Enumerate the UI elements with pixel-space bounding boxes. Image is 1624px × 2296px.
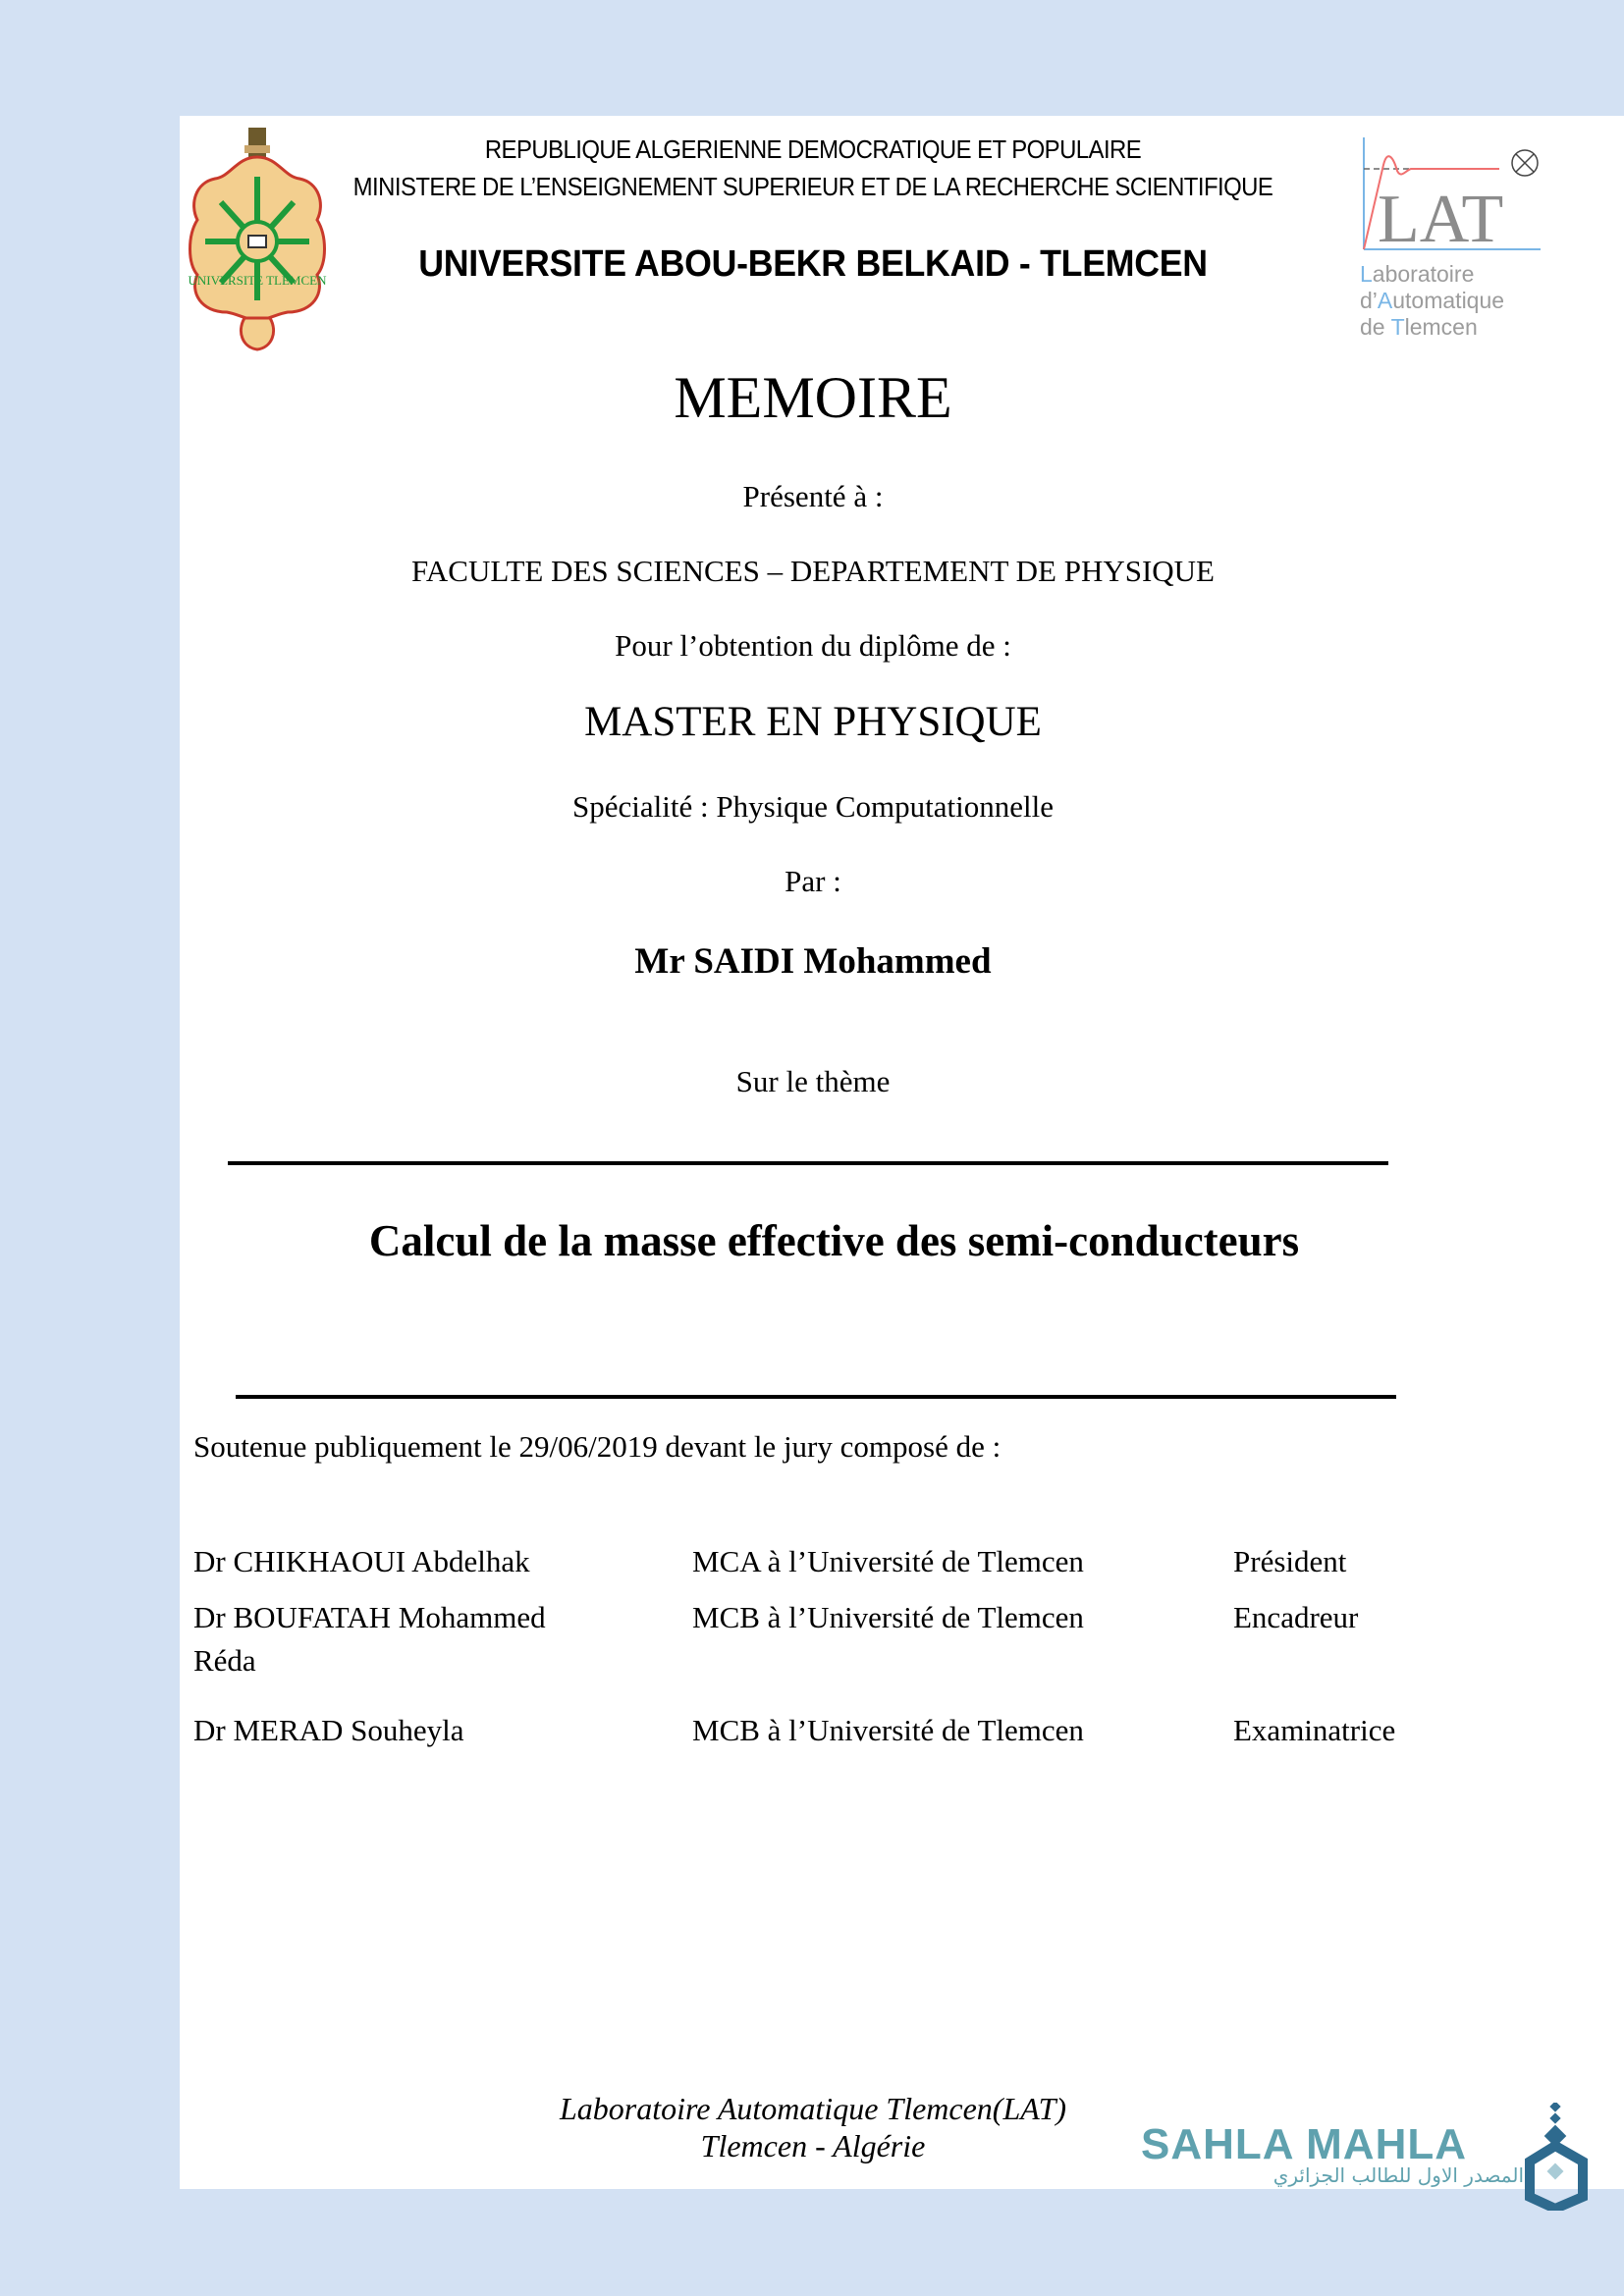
sahla-mahla-watermark	[1141, 2120, 1524, 2187]
university-name: UNIVERSITE ABOU-BEKR BELKAID - TLEMCEN	[418, 243, 1208, 285]
theme-label: Sur le thème	[735, 1064, 891, 1098]
by-label: Par :	[785, 864, 841, 898]
presented-to-label: Présenté à :	[742, 479, 884, 513]
defense-statement: Soutenue publiquement le 29/06/2019 devant le jury composé de :	[193, 1429, 1001, 1464]
jury-role: Président	[1233, 1544, 1347, 1578]
emblem-text: UNIVERSITE TLEMCEN	[188, 273, 327, 288]
lat-name: Laboratoire d’Automatique de Tlemcen	[1360, 261, 1505, 340]
footer-location: Tlemcen - Algérie	[700, 2128, 926, 2163]
document-page	[180, 116, 1624, 2189]
faculty-department: FACULTE DES SCIENCES – DEPARTEMENT DE PHYSIQUE	[410, 554, 1215, 588]
lat-logo	[1358, 133, 1544, 340]
jury-name: Dr BOUFATAH Mohammed	[193, 1600, 546, 1634]
jury-grade: MCB à l’Université de Tlemcen	[692, 1600, 1084, 1634]
sahla-emblem-icon	[1522, 2103, 1591, 2211]
diploma-label: Pour l’obtention du diplôme de :	[615, 628, 1011, 663]
sahla-tagline: المصدر الاول للطالب الجزائري	[1272, 2163, 1524, 2187]
author-name: Mr SAIDI Mohammed	[634, 941, 992, 982]
jury-name-continued: Réda	[193, 1643, 256, 1678]
jury-role: Examinatrice	[1233, 1713, 1396, 1747]
jury-name: Dr CHIKHAOUI Abdelhak	[193, 1544, 530, 1578]
diploma-name: MASTER EN PHYSIQUE	[584, 699, 1042, 745]
title-rule-top	[228, 1161, 1388, 1165]
jury-role: Encadreur	[1233, 1600, 1359, 1634]
footer-lab: Laboratoire Automatique Tlemcen(LAT)	[559, 2091, 1067, 2126]
document-type: MEMOIRE	[674, 365, 952, 430]
jury-grade: MCA à l’Université de Tlemcen	[692, 1544, 1084, 1578]
jury-grade: MCB à l’Université de Tlemcen	[692, 1713, 1084, 1747]
sahla-brand: SAHLA MAHLA	[1141, 2120, 1467, 2168]
specialty: Spécialité : Physique Computationnelle	[572, 789, 1054, 824]
ministry-header: MINISTERE DE L’ENSEIGNEMENT SUPERIEUR ET DE LA RECHERCHE SCIENTIFIQUE	[352, 172, 1273, 201]
title-rule-bottom	[236, 1395, 1396, 1399]
republic-header: REPUBLIQUE ALGERIENNE DEMOCRATIQUE ET POPULAIRE	[484, 134, 1142, 164]
lat-acronym: LAT	[1378, 182, 1504, 256]
thesis-title: Calcul de la masse effective des semi-conducteurs	[368, 1216, 1300, 1265]
lat-graph-icon	[1358, 133, 1544, 256]
jury-name: Dr MERAD Souheyla	[193, 1713, 464, 1747]
